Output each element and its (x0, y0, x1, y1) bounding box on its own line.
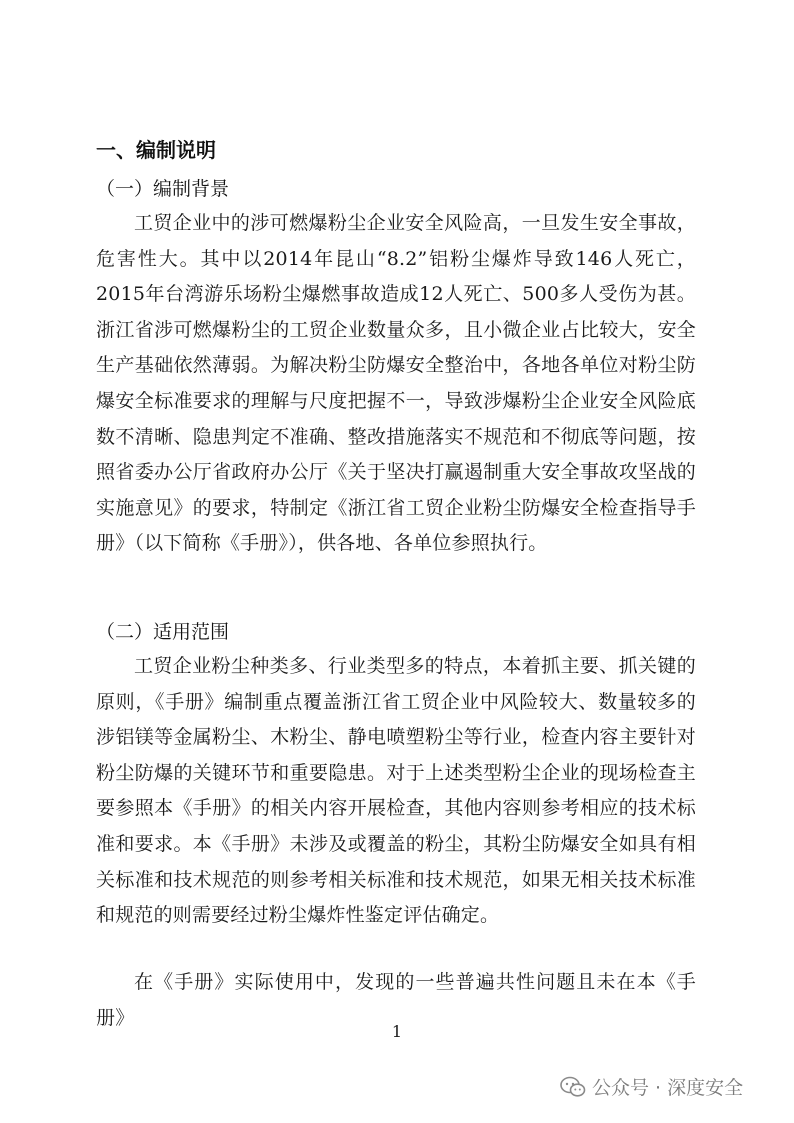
subsection-heading-scope: （二）适用范围 (96, 621, 230, 643)
watermark (560, 1073, 743, 1100)
wechat-icon (560, 1076, 586, 1098)
subsection-heading-background: （一）编制背景 (96, 178, 230, 200)
paragraph-usage: 在《手册》实际使用中，发现的一些普遍共性问题且未在本《手册》 (96, 971, 696, 1029)
paragraph-scope: 工贸企业粉尘种类多、行业类型多的特点，本着抓主要、抓关键的原则，《手册》编制重点覆盖浙江省工贸企业中风险较大、数量较多的涉铝镁等金属粉尘、木粉尘、静电喷塑粉尘等行业，检查内容主要针对粉尘防爆的关键环节和重要隐患。对于上述类型粉尘企业的现场检查主要参照本《手册》的相关内容开展检查，其他内容则参考相应的技术标准和要求。本《手册》未涉及或覆盖的粉尘，其粉尘防爆安全如具有相关标准和技术规范的则参考相关标准和技术规范，如果无相关技术标准和规范的则需要经过粉尘爆炸性鉴定评估确定。 (96, 655, 696, 927)
watermark-text: 公众号 · 深度安全 (592, 1077, 744, 1099)
page-number: 1 (391, 1022, 403, 1041)
paragraph-background: 工贸企业中的涉可燃爆粉尘企业安全风险高，一旦发生安全事故，危害性大。其中以2014年昆山“8.2”铝粉尘爆炸导致146人死亡，2015年台湾游乐场粉尘爆燃事故造成12人死亡、500多人受伤为甚。浙江省涉可燃爆粉尘的工贸企业数量众多，且小微企业占比较大，安全生产基础依然薄弱。为解决粉尘防爆安全整治中，各地各单位对粉尘防爆安全标准要求的理解与尺度把握不一，导致涉爆粉尘企业安全风险底数不清晰、隐患判定不准确、整改措施落实不规范和不彻底等问题，按照省委办公厅省政府办公厅《关于坚决打赢遏制重大安全事故攻坚战的实施意见》的要求，特制定《浙江省工贸企业粉尘防爆安全检查指导手册》（以下简称《手册》），供各地、各单位参照执行。 (96, 212, 696, 555)
section-heading: 一、编制说明 (96, 138, 216, 162)
